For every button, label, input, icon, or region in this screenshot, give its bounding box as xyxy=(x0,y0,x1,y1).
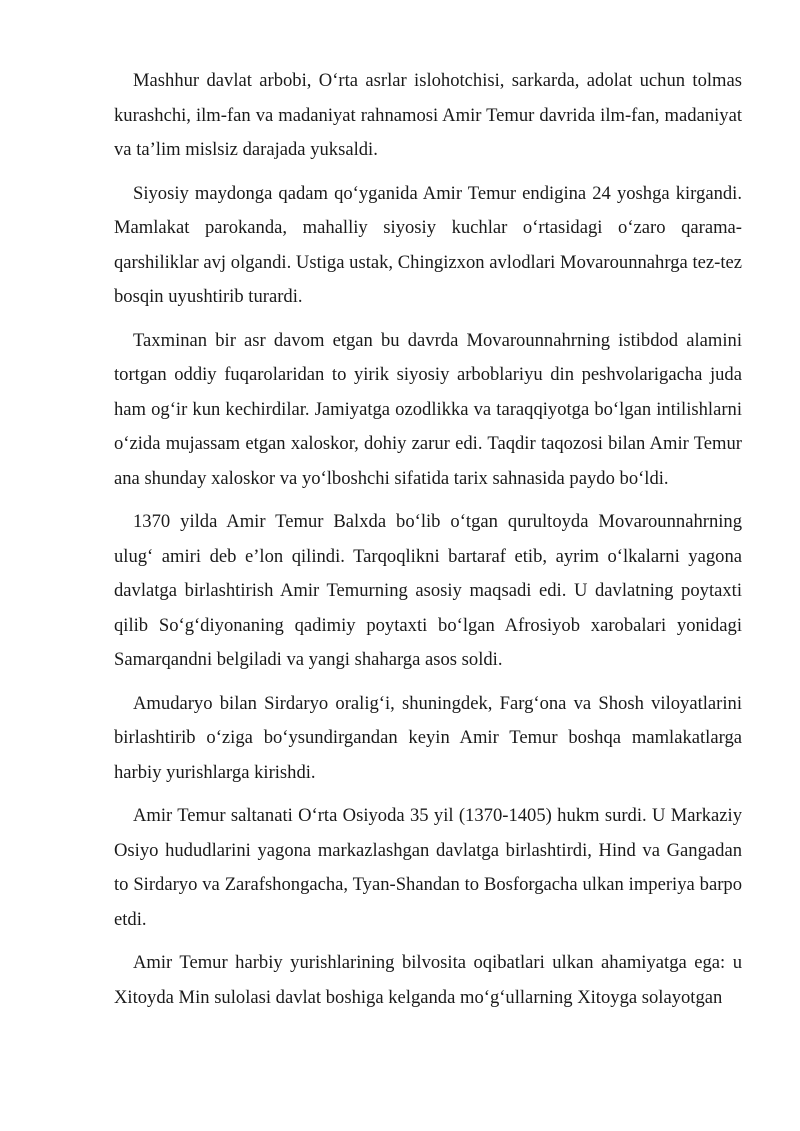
paragraph-2: Siyosiy maydonga qadam qo‘yganida Amir Temur endigina 24 yoshga kirgandi. Mamlakat parokanda, mahalliy siyosiy kuchlar o‘rtasidagi o‘zaro qarama-qarshiliklar avj olgandi. Ustiga ustak, Chingizxon avlodlari Movarounnahrga tez-tez bosqin uyushtirib turardi. xyxy=(114,182,742,307)
paragraph-1: Mashhur davlat arbobi, O‘rta asrlar islohotchisi, sarkarda, adolat uchun tolmas kurashchi, ilm-fan va madaniyat rahnamosi Amir Temur davrida ilm-fan, madaniyat va ta’lim mislsiz darajada yuksaldi. xyxy=(114,70,742,160)
paragraph-7: Amir Temur harbiy yurishlarining bilvosita oqibatlari ulkan ahamiyatga ega: u Xitoyda Min sulolasi davlat boshiga kelganda mo‘g‘ullarning Xitoyga solayotgan xyxy=(114,952,742,1008)
paragraph-4: 1370 yilda Amir Temur Balxda bo‘lib o‘tgan qurultoyda Movarounnahrning ulug‘ amiri deb e’lon qilindi. Tarqoqlikni bartaraf etib, ayrim o‘lkalarni yagona davlatga birlashtirish Amir Temurning asosiy maqsadi edi. U davlatning poytaxti qilib So‘g‘diyonaning qadimiy poytaxti bo‘lgan Afrosiyob xarobalari yonidagi Samarqandni belgiladi va yangi shaharga asos soldi. xyxy=(114,511,742,670)
paragraph-5: Amudaryo bilan Sirdaryo oralig‘i, shuningdek, Farg‘ona va Shosh viloyatlarini birlashtirib o‘ziga bo‘ysundirgandan keyin Amir Temur boshqa mamlakatlarga harbiy yurishlarga kirishdi. xyxy=(114,692,742,783)
document-page xyxy=(114,64,742,1024)
paragraph-6: Amir Temur saltanati O‘rta Osiyoda 35 yil (1370-1405) hukm surdi. U Markaziy Osiyo hududlarini yagona markazlashgan davlatga birlashtirdi, Hind va Gangadan to Sirdaryo va Zarafshongacha, Tyan-Shandan to Bosforgacha ulkan imperiya barpo etdi. xyxy=(114,805,742,930)
paragraph-3: Taxminan bir asr davom etgan bu davrda Movarounnahrning istibdod alamini tortgan oddiy fuqarolaridan to yirik siyosiy arboblariyu din peshvolarigacha juda ham og‘ir kun kechirdilar. Jamiyatga ozodlikka va taraqqiyotga bo‘lgan intilishlarni o‘zida mujassam etgan xaloskor, dohiy zarur edi. Taqdir taqozosi bilan Amir Temur ana shunday xaloskor va yo‘lboshchi sifatida tarix sahnasida paydo bo‘ldi. xyxy=(114,329,742,489)
